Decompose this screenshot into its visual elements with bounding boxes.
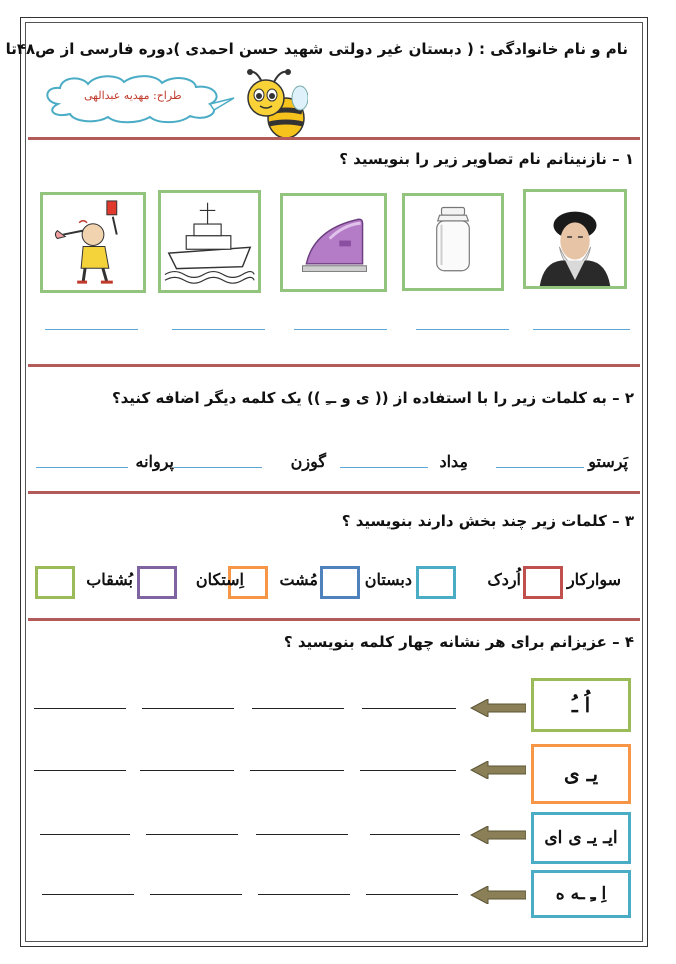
arrow-left-icon (470, 761, 526, 779)
q4-r4-line-1[interactable] (366, 894, 458, 895)
q3-box-5[interactable] (137, 566, 177, 599)
q3-box-6[interactable] (35, 566, 75, 599)
q4-r1-line-2[interactable] (252, 708, 344, 709)
q3-word-1: سوارکار (566, 570, 621, 589)
q4-r1-line-3[interactable] (142, 708, 234, 709)
q2-word-2: مِداد (439, 452, 468, 471)
q2-answer-line-2[interactable] (340, 467, 428, 468)
q4-r3-line-1[interactable] (370, 834, 460, 835)
portrait-picture (523, 189, 627, 289)
arrow-left-icon (470, 826, 526, 844)
divider-2 (28, 364, 640, 367)
q4-sign-2: یـ ی (563, 762, 599, 786)
q4-sign-1: اُ ـُ (571, 693, 591, 717)
q2-answer-line-1[interactable] (496, 467, 584, 468)
divider-4 (28, 618, 640, 621)
q3-word-2: اُردک (487, 570, 521, 589)
q2-word-3: گوزن (290, 452, 326, 471)
divider-3 (28, 491, 640, 494)
q4-sign-3: ایـ یـ ی ای (544, 828, 618, 848)
q4-r4-line-2[interactable] (258, 894, 350, 895)
q3-box-2[interactable] (416, 566, 456, 599)
q4-r1-line-4[interactable] (34, 708, 126, 709)
q2-word-4: پروانه (135, 452, 174, 471)
bee-icon (236, 68, 308, 142)
q4-r2-line-3[interactable] (140, 770, 234, 771)
q4-sign-4: اِ ـِ ـه ه (555, 884, 607, 904)
q4-sign-box-4 (531, 870, 631, 918)
q1-answer-line-3[interactable] (294, 329, 387, 330)
q4-r3-line-2[interactable] (256, 834, 348, 835)
whistle-boy-picture (40, 192, 146, 293)
q2-title (112, 389, 634, 407)
q3-box-3[interactable] (320, 566, 360, 599)
q4-r4-line-3[interactable] (150, 894, 242, 895)
iron-picture (280, 193, 387, 292)
q1-title: ۱ – نازنینانم نام تصاویر زیر را بنویسید ؟ (339, 150, 634, 168)
q1-answer-line-5[interactable] (45, 329, 138, 330)
q3-word-3: دبستان (364, 570, 412, 589)
q4-r2-line-1[interactable] (360, 770, 456, 771)
q4-r1-line-1[interactable] (362, 708, 456, 709)
q4-r4-line-4[interactable] (42, 894, 134, 895)
q3-title: ۳ – کلمات زیر چند بخش دارند بنویسید ؟ (341, 512, 634, 530)
q4-r2-line-2[interactable] (250, 770, 344, 771)
q2-answer-line-3[interactable] (174, 467, 262, 468)
q4-r3-line-4[interactable] (40, 834, 130, 835)
q4-sign-box-2 (531, 744, 631, 804)
q3-word-4: مُشت (279, 570, 318, 589)
q2-answer-line-4[interactable] (36, 467, 128, 468)
q3-box-1[interactable] (523, 566, 563, 599)
divider-1 (28, 137, 640, 140)
ship-picture (158, 190, 261, 293)
q4-sign-box-1 (531, 678, 631, 732)
q4-title: ۴ – عزیزانم برای هر نشانه چهار کلمه بنویسید ؟ (283, 633, 634, 651)
q1-answer-line-2[interactable] (416, 329, 509, 330)
q4-r2-line-4[interactable] (34, 770, 126, 771)
arrow-left-icon (470, 886, 526, 904)
q3-word-5: اِستکان (195, 570, 244, 589)
header-title: نام و نام خانوادگی : ( دبستان غیر دولتی شهید حسن احمدی )دوره فارسی از ص۴۸تا (5, 40, 628, 58)
designer-name: طراح: مهدیه عبدالهی (84, 89, 182, 102)
q2-word-1: پَرستو (588, 452, 628, 471)
jar-picture (402, 193, 504, 291)
q1-answer-line-1[interactable] (533, 329, 630, 330)
q4-r3-line-3[interactable] (146, 834, 238, 835)
q3-word-6: بُشقاب (86, 570, 133, 589)
q2-title-text: ۲ – به کلمات زیر را با استفاده از (( ی و ــِ )) یک کلمه دیگر اضافه کنید؟ (111, 389, 634, 407)
q1-answer-line-4[interactable] (172, 329, 265, 330)
arrow-left-icon (470, 699, 526, 717)
q4-sign-box-3 (531, 812, 631, 864)
